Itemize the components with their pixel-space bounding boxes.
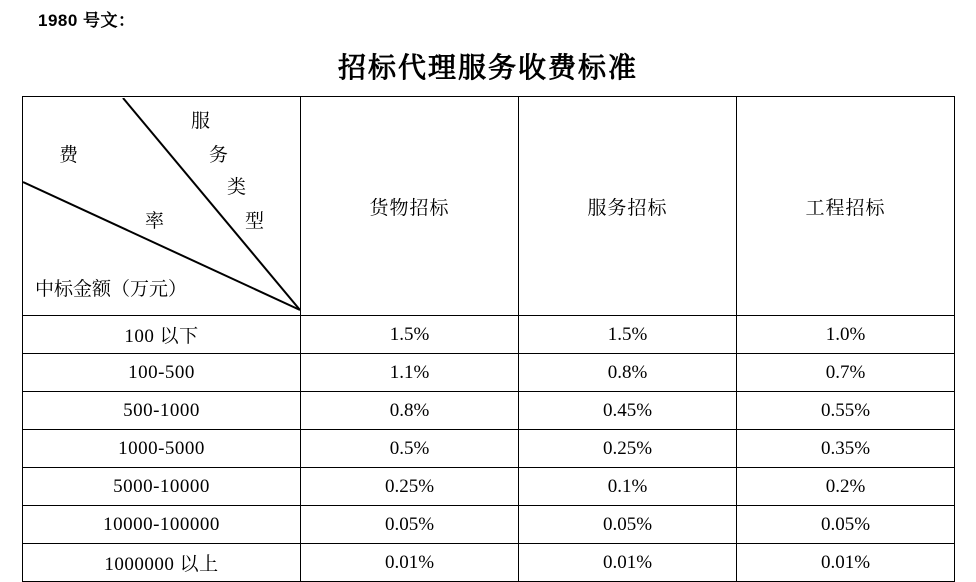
corner-service-char-2: 务 (209, 145, 229, 166)
row-value-service: 0.25% (519, 430, 737, 468)
table-row (23, 430, 955, 468)
page-title: 招标代理服务收费标准 (337, 53, 638, 84)
row-value-engineering: 0.7% (737, 354, 955, 392)
row-value-goods: 1.5% (301, 316, 519, 354)
table-row (23, 544, 955, 582)
row-range-label: 100 以下 (23, 316, 301, 354)
column-header-goods: 货物招标 (301, 97, 519, 316)
document-reference: 1980 号文： (38, 11, 136, 30)
table-corner-header (23, 97, 301, 316)
corner-rate-label: 率 (145, 211, 165, 232)
table-row (23, 392, 955, 430)
row-value-goods: 1.1% (301, 354, 519, 392)
corner-fee-label: 费 (59, 145, 79, 166)
row-value-engineering: 0.35% (737, 430, 955, 468)
row-value-service: 0.45% (519, 392, 737, 430)
fee-standard-table (22, 96, 955, 582)
table-row (23, 354, 955, 392)
corner-service-char-4: 型 (245, 211, 265, 232)
column-header-service: 服务招标 (519, 97, 737, 316)
table-row (23, 506, 955, 544)
table-row (23, 468, 955, 506)
row-value-engineering: 1.0% (737, 316, 955, 354)
row-value-goods: 0.01% (301, 544, 519, 582)
row-value-goods: 0.05% (301, 506, 519, 544)
corner-service-char-3: 类 (227, 177, 247, 198)
row-value-goods: 0.5% (301, 430, 519, 468)
row-value-goods: 0.25% (301, 468, 519, 506)
table-row (23, 316, 955, 354)
corner-amount-label: 中标金额（万元） (35, 279, 188, 300)
row-value-service: 1.5% (519, 316, 737, 354)
row-range-label: 1000000 以上 (23, 544, 301, 582)
row-value-goods: 0.8% (301, 392, 519, 430)
column-header-engineering: 工程招标 (737, 97, 955, 316)
row-value-engineering: 0.2% (737, 468, 955, 506)
row-value-service: 0.8% (519, 354, 737, 392)
row-range-label: 100-500 (23, 354, 301, 392)
table-header-row (23, 97, 955, 316)
row-value-service: 0.05% (519, 506, 737, 544)
corner-service-char-1: 服 (191, 111, 211, 132)
row-value-service: 0.01% (519, 544, 737, 582)
row-range-label: 10000-100000 (23, 506, 301, 544)
row-value-engineering: 0.05% (737, 506, 955, 544)
row-value-service: 0.1% (519, 468, 737, 506)
row-range-label: 5000-10000 (23, 468, 301, 506)
row-value-engineering: 0.55% (737, 392, 955, 430)
row-range-label: 500-1000 (23, 392, 301, 430)
row-value-engineering: 0.01% (737, 544, 955, 582)
row-range-label: 1000-5000 (23, 430, 301, 468)
